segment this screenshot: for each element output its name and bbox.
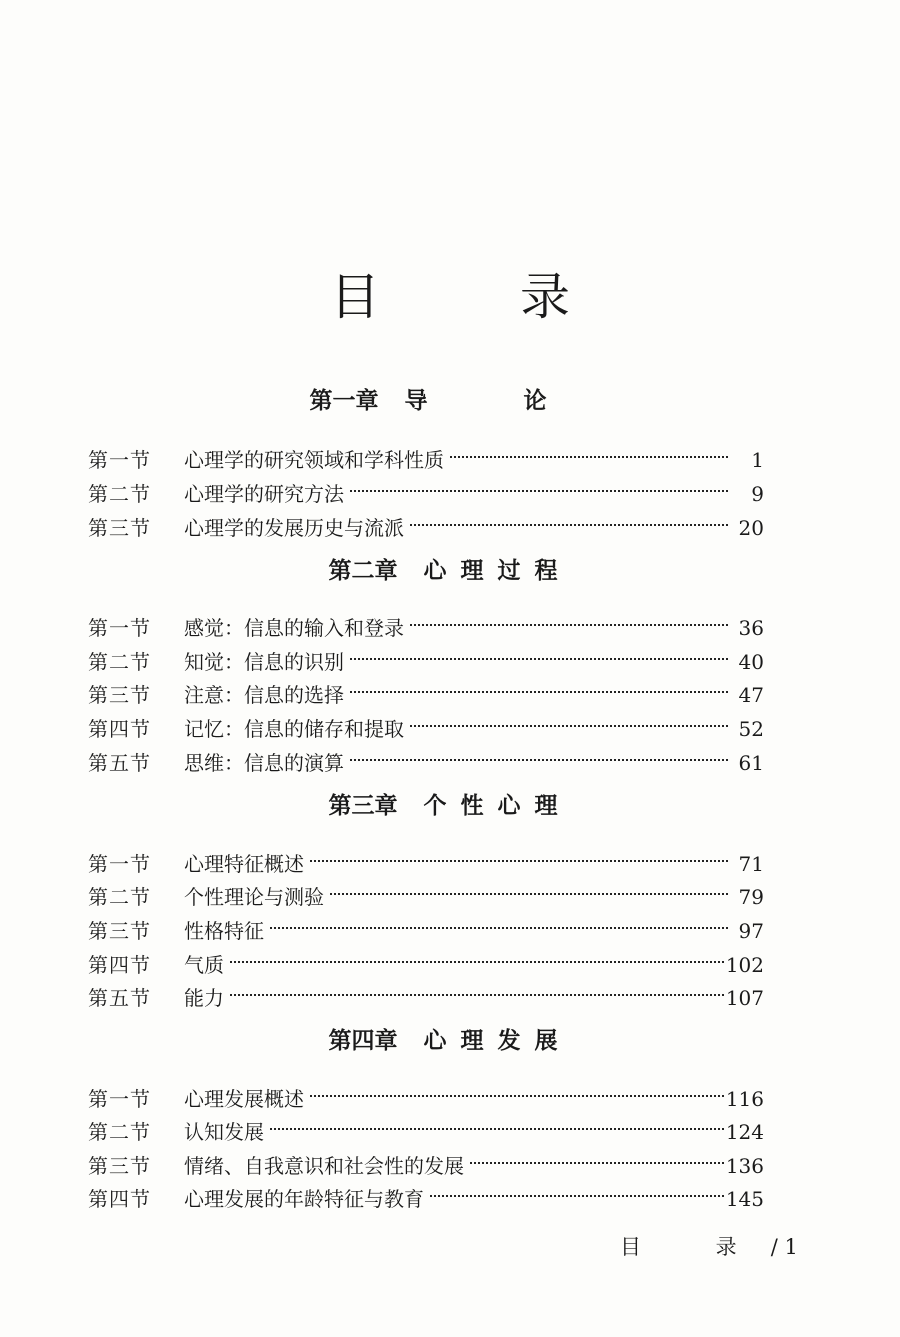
leader-dots [348,672,730,702]
leader-dots [468,1143,726,1173]
section-title: 性格特征 [184,919,264,943]
leader-dots [408,605,730,635]
section-title: 感觉：信息的输入和登录 [184,616,404,640]
leader-dots [228,975,726,1005]
page-number: 107 [725,986,764,1010]
toc-entry[interactable] [88,841,764,876]
chapter-4-heading [0,1026,900,1056]
section-number: 第一节 [88,448,151,472]
footer-label: 目 录 [620,1235,771,1259]
section-number: 第五节 [88,751,151,775]
chapter-number: 第四章 [328,1028,398,1054]
section-title: 能力 [184,986,224,1010]
toc-entry[interactable] [88,1109,764,1144]
section-title: 心理发展的年龄特征与教育 [184,1187,424,1211]
toc-entry[interactable] [88,942,764,977]
page-number: 47 [738,683,764,707]
section-number: 第二节 [88,1120,151,1144]
section-number: 第三节 [88,919,151,943]
toc-entry[interactable] [88,471,764,506]
leader-dots [348,639,730,669]
page-footer [620,1232,798,1262]
toc-entry[interactable] [88,639,764,674]
section-title: 情绪、自我意识和社会性的发展 [184,1154,464,1178]
chapter-name: 导 论 [404,388,591,414]
leader-dots [228,942,726,972]
page-title: 目 录 [330,268,632,326]
leader-dots [348,740,730,770]
section-title: 注意：信息的选择 [184,683,344,707]
section-number: 第一节 [88,1087,151,1111]
page-number: 116 [725,1087,764,1111]
toc-entry[interactable] [88,874,764,909]
section-title: 心理特征概述 [184,852,304,876]
section-number: 第三节 [88,1154,151,1178]
page-number: 61 [738,751,764,775]
leader-dots [308,1076,726,1106]
page-number: 36 [738,616,764,640]
section-title: 个性理论与测验 [184,885,324,909]
footer-separator: / [770,1235,778,1259]
section-number: 第一节 [88,852,151,876]
toc-entry[interactable] [88,1143,764,1178]
page-number: 1 [751,448,764,472]
page-number: 145 [725,1187,764,1211]
section-number: 第四节 [88,953,151,977]
chapter-1-heading [0,386,900,416]
chapter-name: 心理过程 [423,558,572,584]
leader-dots [328,874,730,904]
page-number: 124 [725,1120,764,1144]
toc-entry[interactable] [88,740,764,775]
section-number: 第二节 [88,482,151,506]
toc-entry[interactable] [88,1176,764,1211]
section-number: 第四节 [88,717,151,741]
leader-dots [408,505,730,535]
page-number: 52 [738,717,764,741]
section-number: 第三节 [88,516,151,540]
toc-entry[interactable] [88,672,764,707]
chapter-number: 第三章 [328,793,398,819]
section-title: 心理学的研究方法 [184,482,344,506]
leader-dots [348,471,730,501]
leader-dots [268,1109,726,1139]
chapter-number: 第一章 [309,388,379,414]
section-number: 第四节 [88,1187,151,1211]
toc-entry[interactable] [88,605,764,640]
section-title: 记忆：信息的储存和提取 [184,717,404,741]
section-title: 心理学的发展历史与流派 [184,516,404,540]
section-title: 知觉：信息的识别 [184,650,344,674]
page-number: 136 [725,1154,764,1178]
chapter-name: 个性心理 [423,793,572,819]
chapter-3-heading [0,791,900,821]
section-title: 气质 [184,953,224,977]
section-title: 认知发展 [184,1120,264,1144]
section-number: 第五节 [88,986,151,1010]
toc-entry[interactable] [88,1076,764,1111]
toc-entry[interactable] [88,975,764,1010]
section-number: 第二节 [88,885,151,909]
footer-page-number: 1 [784,1235,798,1259]
leader-dots [428,1176,726,1206]
leader-dots [408,706,730,736]
page-number: 9 [751,482,764,506]
toc-entry[interactable] [88,505,764,540]
section-title: 思维：信息的演算 [184,751,344,775]
section-title: 心理学的研究领域和学科性质 [184,448,444,472]
page-number: 97 [738,919,764,943]
leader-dots [448,437,730,467]
section-title: 心理发展概述 [184,1087,304,1111]
page-number: 79 [738,885,764,909]
chapter-2-heading [0,556,900,586]
page-number: 20 [738,516,764,540]
chapter-name: 心理发展 [423,1028,572,1054]
section-number: 第一节 [88,616,151,640]
toc-entry[interactable] [88,908,764,943]
chapter-number: 第二章 [328,558,398,584]
toc-entry[interactable] [88,437,764,472]
leader-dots [308,841,730,871]
section-number: 第二节 [88,650,151,674]
page-number: 40 [738,650,764,674]
page-number: 102 [725,953,764,977]
toc-entry[interactable] [88,706,764,741]
leader-dots [268,908,730,938]
section-number: 第三节 [88,683,151,707]
page-number: 71 [738,852,764,876]
